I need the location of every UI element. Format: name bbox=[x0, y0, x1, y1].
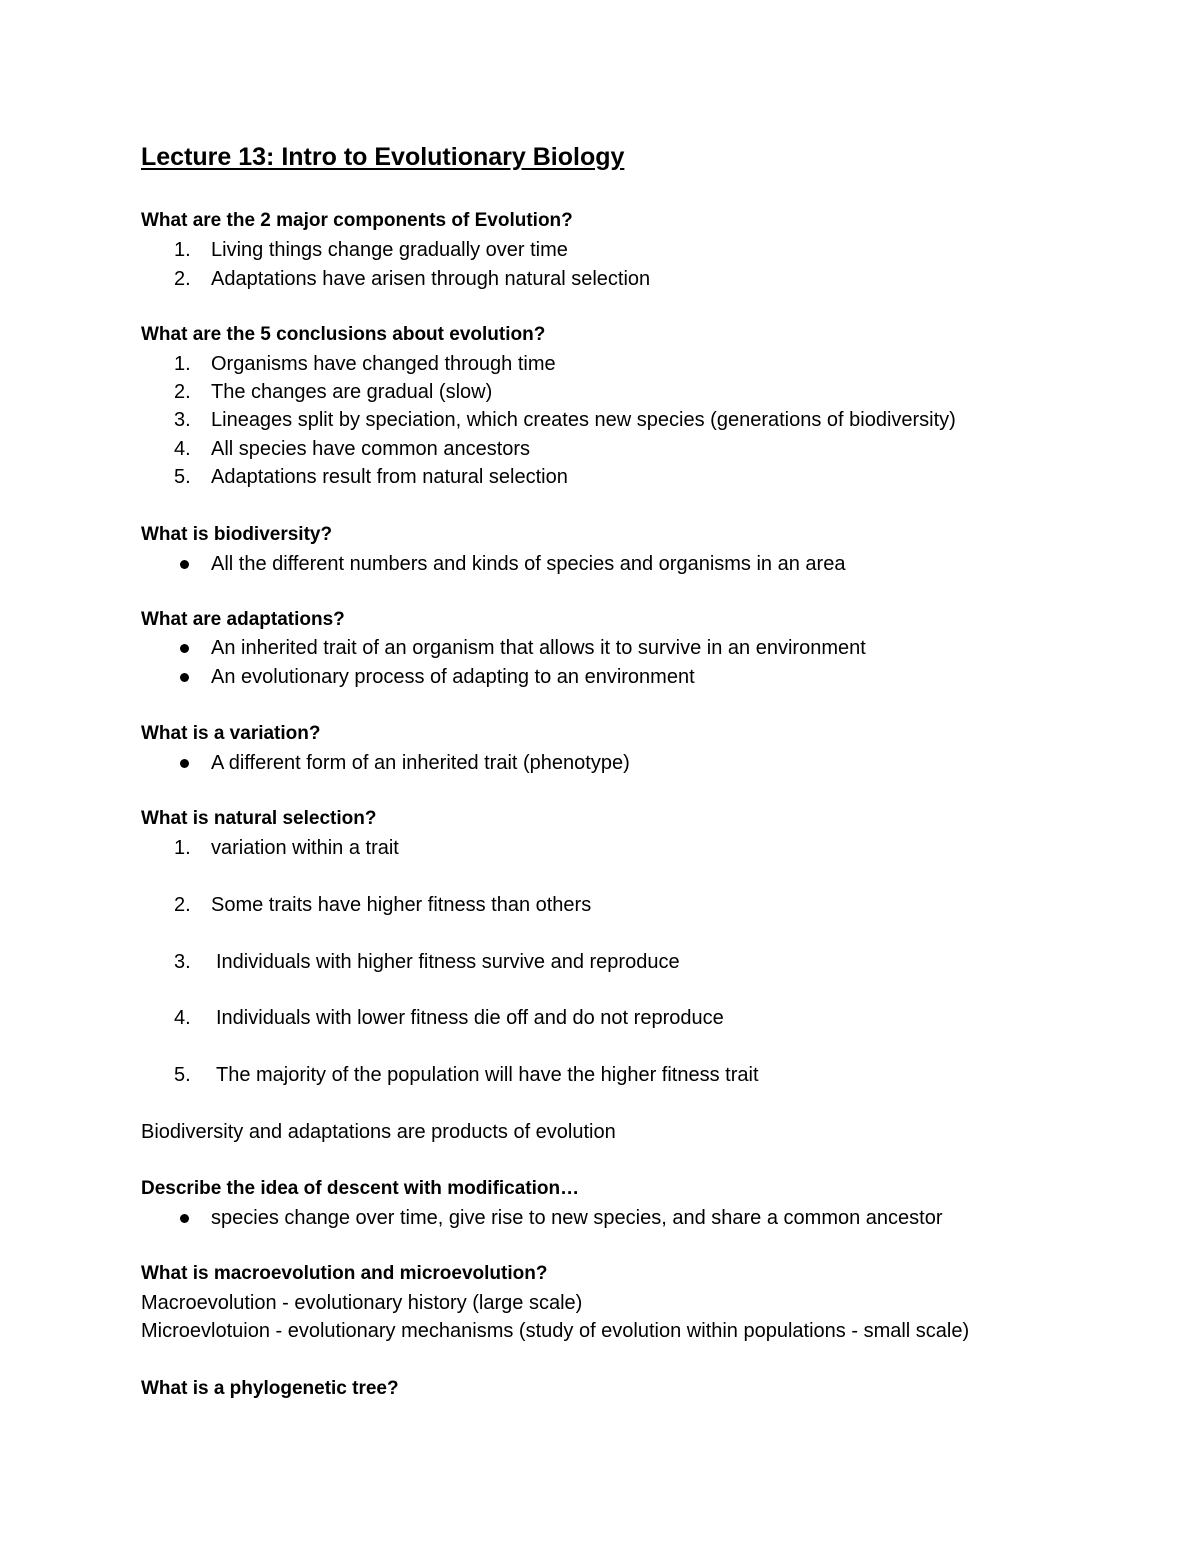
list-item: species change over time, give rise to new species, and share a common ancestor bbox=[211, 1207, 943, 1229]
question-macro-micro: What is macroevolution and microevolution? bbox=[141, 1263, 548, 1284]
list-marker: 4. bbox=[174, 438, 191, 460]
list-item: Individuals with lower fitness die off and do not reproduce bbox=[216, 1007, 724, 1029]
page-title: Lecture 13: Intro to Evolutionary Biology bbox=[141, 143, 625, 171]
list-marker: 5. bbox=[174, 1064, 191, 1086]
bullet-icon bbox=[180, 644, 189, 653]
list-item: A different form of an inherited trait (phenotype) bbox=[211, 752, 630, 774]
question-variation: What is a variation? bbox=[141, 723, 321, 744]
question-conclusions: What are the 5 conclusions about evolution? bbox=[141, 324, 546, 345]
list-item: Adaptations result from natural selection bbox=[211, 466, 568, 488]
question-descent: Describe the idea of descent with modification… bbox=[141, 1178, 580, 1199]
list-marker: 3. bbox=[174, 409, 191, 431]
list-item: The changes are gradual (slow) bbox=[211, 381, 493, 403]
list-marker: 2. bbox=[174, 268, 191, 290]
list-marker: 1. bbox=[174, 353, 191, 375]
list-item: An evolutionary process of adapting to an environment bbox=[211, 666, 695, 688]
question-adaptations: What are adaptations? bbox=[141, 609, 345, 630]
list-item: variation within a trait bbox=[211, 837, 399, 859]
list-item: Adaptations have arisen through natural selection bbox=[211, 268, 651, 290]
list-marker: 1. bbox=[174, 239, 191, 261]
bullet-icon bbox=[180, 759, 189, 768]
list-marker: 5. bbox=[174, 466, 191, 488]
list-item: Living things change gradually over time bbox=[211, 239, 568, 261]
question-components: What are the 2 major components of Evolution? bbox=[141, 210, 573, 231]
question-natural-selection: What is natural selection? bbox=[141, 808, 377, 829]
question-biodiversity: What is biodiversity? bbox=[141, 524, 333, 545]
list-marker: 2. bbox=[174, 894, 191, 916]
bullet-icon bbox=[180, 1214, 189, 1223]
list-item: An inherited trait of an organism that allows it to survive in an environment bbox=[211, 637, 866, 659]
list-item: All the different numbers and kinds of species and organisms in an area bbox=[211, 553, 846, 575]
products-note: Biodiversity and adaptations are products of evolution bbox=[141, 1121, 616, 1143]
list-item: All species have common ancestors bbox=[211, 438, 531, 460]
list-marker: 1. bbox=[174, 837, 191, 859]
question-phylogenetic: What is a phylogenetic tree? bbox=[141, 1378, 399, 1399]
list-item: Some traits have higher fitness than others bbox=[211, 894, 592, 916]
microevolution-line: Microevlotuion - evolutionary mechanisms (study of evolution within populations - small scale) bbox=[141, 1320, 970, 1342]
list-item: The majority of the population will have the higher fitness trait bbox=[216, 1064, 759, 1086]
list-marker: 3. bbox=[174, 951, 191, 973]
list-item: Lineages split by speciation, which creates new species (generations of biodiversity) bbox=[211, 409, 956, 431]
macroevolution-line: Macroevolution - evolutionary history (large scale) bbox=[141, 1292, 583, 1314]
list-item: Organisms have changed through time bbox=[211, 353, 556, 375]
list-marker: 2. bbox=[174, 381, 191, 403]
list-marker: 4. bbox=[174, 1007, 191, 1029]
list-item: Individuals with higher fitness survive and reproduce bbox=[216, 951, 680, 973]
bullet-icon bbox=[180, 560, 189, 569]
bullet-icon bbox=[180, 673, 189, 682]
